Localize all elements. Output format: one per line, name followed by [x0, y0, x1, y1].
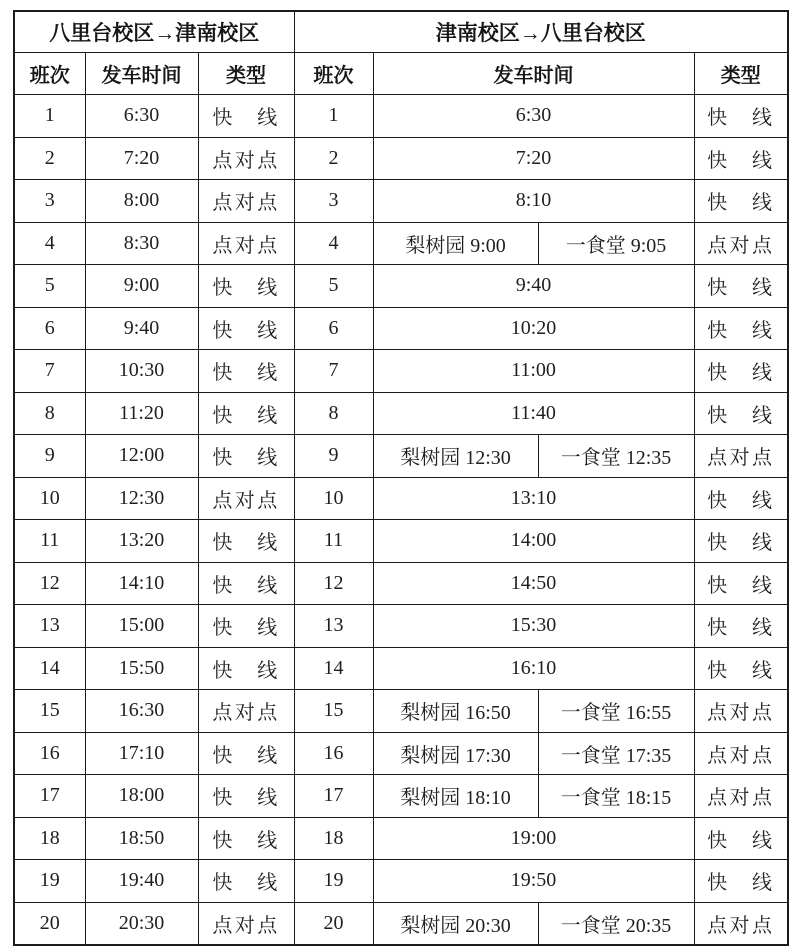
right-type-cell: 快 线: [694, 605, 788, 648]
right-trip-number-cell: 19: [294, 860, 373, 903]
timetable-row: [14, 647, 788, 690]
left-departure-time-cell: 18:00: [85, 775, 198, 818]
right-departure-time-cell: 10:20: [373, 307, 694, 350]
right-type-cell: 快 线: [694, 817, 788, 860]
left-trip-number-cell: 12: [14, 562, 85, 605]
right-type-cell: 快 线: [694, 180, 788, 223]
right-departure-time-cell: 16:10: [373, 647, 694, 690]
right-departure-lishuyuan-cell: 梨树园 18:10: [373, 775, 538, 818]
right-trip-number-cell: 13: [294, 605, 373, 648]
right-trip-number-cell: 10: [294, 477, 373, 520]
shuttle-timetable: [13, 10, 789, 946]
right-type-cell: 快 线: [694, 520, 788, 563]
left-departure-time-cell: 11:20: [85, 392, 198, 435]
right-type-cell: 点对点: [694, 435, 788, 478]
timetable-row: [14, 350, 788, 393]
left-trip-number-cell: 4: [14, 222, 85, 265]
right-trip-number-cell: 6: [294, 307, 373, 350]
right-trip-number-cell: 16: [294, 732, 373, 775]
left-trip-number-cell: 13: [14, 605, 85, 648]
left-type-cell: 点对点: [198, 222, 294, 265]
right-departure-lishuyuan-cell: 梨树园 16:50: [373, 690, 538, 733]
left-departure-time-cell: 8:30: [85, 222, 198, 265]
left-departure-time-cell: 8:00: [85, 180, 198, 223]
left-trip-number-cell: 20: [14, 902, 85, 945]
left-departure-time-cell: 15:00: [85, 605, 198, 648]
timetable-row: [14, 222, 788, 265]
right-type-cell: 点对点: [694, 902, 788, 945]
left-trip-number-cell: 14: [14, 647, 85, 690]
right-departure-time-cell: 8:10: [373, 180, 694, 223]
right-trip-number-cell: 14: [294, 647, 373, 690]
right-departure-yishitang-cell: 一食堂 18:15: [538, 775, 694, 818]
left-table-title: 八里台校区→津南校区: [14, 11, 294, 53]
left-trip-number-cell: 3: [14, 180, 85, 223]
right-type-cell: 快 线: [694, 647, 788, 690]
right-departure-time-cell: 11:40: [373, 392, 694, 435]
left-type-cell: 快 线: [198, 605, 294, 648]
left-column-header-departure: 发车时间: [85, 53, 198, 95]
left-departure-time-cell: 18:50: [85, 817, 198, 860]
left-type-cell: 点对点: [198, 690, 294, 733]
right-departure-time-cell: 19:50: [373, 860, 694, 903]
left-trip-number-cell: 5: [14, 265, 85, 308]
right-type-cell: 快 线: [694, 265, 788, 308]
right-type-cell: 快 线: [694, 392, 788, 435]
right-departure-time-cell: 14:00: [373, 520, 694, 563]
timetable-row: [14, 435, 788, 478]
right-departure-time-cell: 15:30: [373, 605, 694, 648]
left-departure-time-cell: 15:50: [85, 647, 198, 690]
right-type-cell: 快 线: [694, 350, 788, 393]
timetable-row: [14, 265, 788, 308]
left-trip-number-cell: 10: [14, 477, 85, 520]
left-trip-number-cell: 17: [14, 775, 85, 818]
left-type-cell: 快 线: [198, 647, 294, 690]
timetable-row: [14, 860, 788, 903]
left-type-cell: 快 线: [198, 520, 294, 563]
right-departure-lishuyuan-cell: 梨树园 17:30: [373, 732, 538, 775]
timetable-row: [14, 137, 788, 180]
right-type-cell: 快 线: [694, 137, 788, 180]
left-trip-number-cell: 15: [14, 690, 85, 733]
left-departure-time-cell: 6:30: [85, 95, 198, 138]
left-trip-number-cell: 7: [14, 350, 85, 393]
right-departure-lishuyuan-cell: 梨树园 20:30: [373, 902, 538, 945]
timetable-row: [14, 307, 788, 350]
right-trip-number-cell: 2: [294, 137, 373, 180]
timetable-row: [14, 392, 788, 435]
left-departure-time-cell: 9:40: [85, 307, 198, 350]
left-type-cell: 快 线: [198, 732, 294, 775]
right-column-header-departure: 发车时间: [373, 53, 694, 95]
left-departure-time-cell: 16:30: [85, 690, 198, 733]
left-departure-time-cell: 20:30: [85, 902, 198, 945]
right-type-cell: 快 线: [694, 860, 788, 903]
right-trip-number-cell: 17: [294, 775, 373, 818]
right-type-cell: 快 线: [694, 95, 788, 138]
left-departure-time-cell: 17:10: [85, 732, 198, 775]
left-departure-time-cell: 7:20: [85, 137, 198, 180]
left-column-header-trip: 班次: [14, 53, 85, 95]
right-type-cell: 快 线: [694, 307, 788, 350]
left-type-cell: 点对点: [198, 137, 294, 180]
right-column-header-type: 类型: [694, 53, 788, 95]
right-departure-yishitang-cell: 一食堂 16:55: [538, 690, 694, 733]
left-departure-time-cell: 12:30: [85, 477, 198, 520]
timetable-row: [14, 775, 788, 818]
right-departure-yishitang-cell: 一食堂 12:35: [538, 435, 694, 478]
right-type-cell: 点对点: [694, 690, 788, 733]
right-departure-yishitang-cell: 一食堂 17:35: [538, 732, 694, 775]
right-trip-number-cell: 3: [294, 180, 373, 223]
timetable-row: [14, 605, 788, 648]
left-type-cell: 快 线: [198, 562, 294, 605]
right-departure-time-cell: 6:30: [373, 95, 694, 138]
left-type-cell: 快 线: [198, 435, 294, 478]
right-departure-time-cell: 13:10: [373, 477, 694, 520]
right-trip-number-cell: 12: [294, 562, 373, 605]
right-trip-number-cell: 11: [294, 520, 373, 563]
right-departure-lishuyuan-cell: 梨树园 12:30: [373, 435, 538, 478]
right-type-cell: 点对点: [694, 222, 788, 265]
right-type-cell: 点对点: [694, 732, 788, 775]
left-departure-time-cell: 10:30: [85, 350, 198, 393]
right-trip-number-cell: 18: [294, 817, 373, 860]
timetable-row: [14, 732, 788, 775]
right-type-cell: 点对点: [694, 775, 788, 818]
left-type-cell: 点对点: [198, 477, 294, 520]
right-trip-number-cell: 20: [294, 902, 373, 945]
right-trip-number-cell: 1: [294, 95, 373, 138]
left-departure-time-cell: 12:00: [85, 435, 198, 478]
left-trip-number-cell: 8: [14, 392, 85, 435]
left-trip-number-cell: 18: [14, 817, 85, 860]
left-trip-number-cell: 1: [14, 95, 85, 138]
left-column-header-type: 类型: [198, 53, 294, 95]
left-type-cell: 快 线: [198, 817, 294, 860]
right-departure-time-cell: 7:20: [373, 137, 694, 180]
right-departure-lishuyuan-cell: 梨树园 9:00: [373, 222, 538, 265]
right-departure-yishitang-cell: 一食堂 20:35: [538, 902, 694, 945]
left-trip-number-cell: 2: [14, 137, 85, 180]
right-trip-number-cell: 4: [294, 222, 373, 265]
right-trip-number-cell: 5: [294, 265, 373, 308]
right-departure-time-cell: 19:00: [373, 817, 694, 860]
timetable-row: [14, 817, 788, 860]
right-departure-yishitang-cell: 一食堂 9:05: [538, 222, 694, 265]
column-header-row: [14, 53, 788, 95]
right-type-cell: 快 线: [694, 477, 788, 520]
timetable-row: [14, 477, 788, 520]
timetable-row: [14, 690, 788, 733]
left-type-cell: 快 线: [198, 265, 294, 308]
timetable-row: [14, 180, 788, 223]
left-trip-number-cell: 9: [14, 435, 85, 478]
left-type-cell: 快 线: [198, 307, 294, 350]
left-trip-number-cell: 16: [14, 732, 85, 775]
right-column-header-trip: 班次: [294, 53, 373, 95]
right-departure-time-cell: 11:00: [373, 350, 694, 393]
left-type-cell: 快 线: [198, 392, 294, 435]
timetable-row: [14, 562, 788, 605]
right-trip-number-cell: 15: [294, 690, 373, 733]
left-type-cell: 快 线: [198, 350, 294, 393]
left-departure-time-cell: 9:00: [85, 265, 198, 308]
timetable-row: [14, 520, 788, 563]
left-type-cell: 快 线: [198, 860, 294, 903]
right-table-title: 津南校区→八里台校区: [294, 11, 788, 53]
table-title-row: [14, 11, 788, 53]
left-type-cell: 快 线: [198, 95, 294, 138]
left-departure-time-cell: 13:20: [85, 520, 198, 563]
right-trip-number-cell: 8: [294, 392, 373, 435]
left-type-cell: 点对点: [198, 902, 294, 945]
right-trip-number-cell: 7: [294, 350, 373, 393]
right-departure-time-cell: 9:40: [373, 265, 694, 308]
left-type-cell: 快 线: [198, 775, 294, 818]
timetable-row: [14, 95, 788, 138]
left-departure-time-cell: 19:40: [85, 860, 198, 903]
left-trip-number-cell: 6: [14, 307, 85, 350]
left-departure-time-cell: 14:10: [85, 562, 198, 605]
left-trip-number-cell: 11: [14, 520, 85, 563]
right-departure-time-cell: 14:50: [373, 562, 694, 605]
left-type-cell: 点对点: [198, 180, 294, 223]
right-type-cell: 快 线: [694, 562, 788, 605]
right-trip-number-cell: 9: [294, 435, 373, 478]
left-trip-number-cell: 19: [14, 860, 85, 903]
